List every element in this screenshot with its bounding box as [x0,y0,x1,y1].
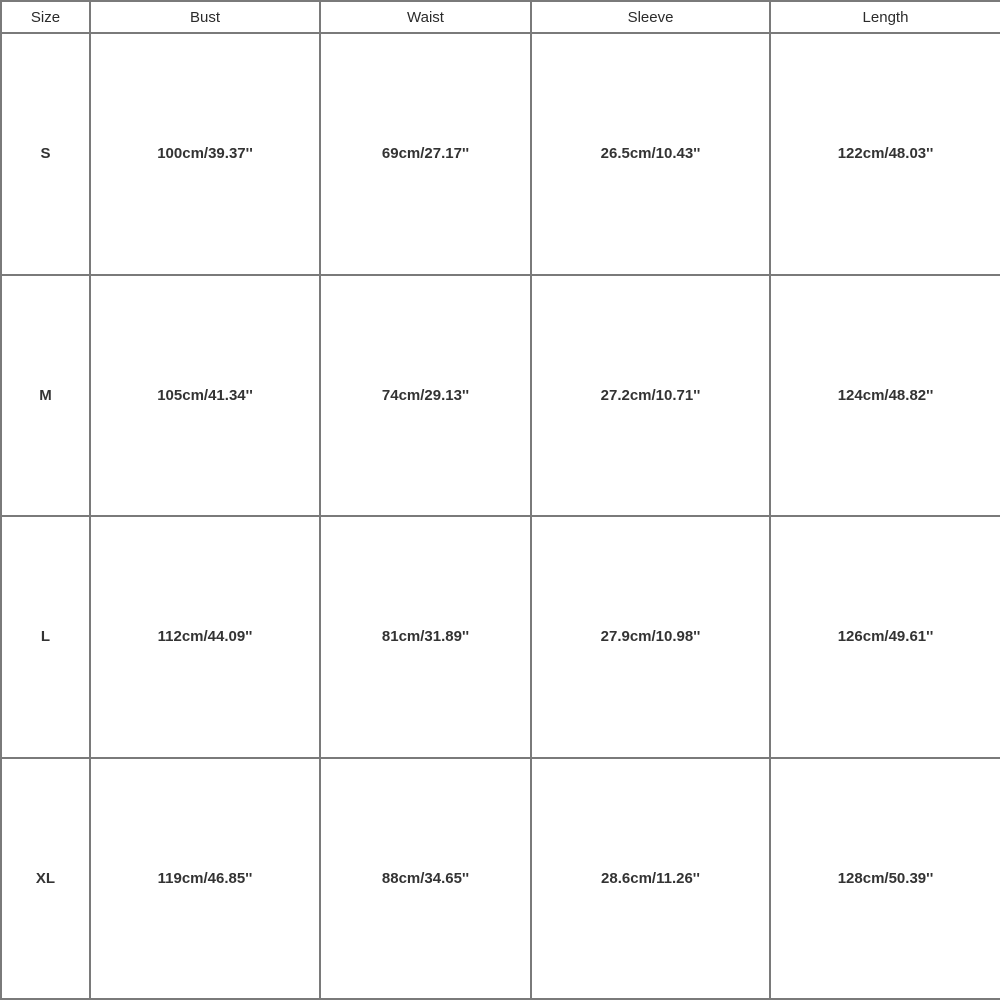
cell-waist: 69cm/27.17'' [320,33,531,275]
header-row [1,1,1000,33]
table-row [1,275,1000,517]
header-bust: Bust [90,1,320,33]
cell-waist: 74cm/29.13'' [320,275,531,517]
cell-sleeve: 28.6cm/11.26'' [531,758,770,1000]
cell-size: L [1,516,90,758]
cell-length: 122cm/48.03'' [770,33,1000,275]
header-size: Size [1,1,90,33]
cell-size: XL [1,758,90,1000]
header-sleeve: Sleeve [531,1,770,33]
cell-size: M [1,275,90,517]
cell-bust: 112cm/44.09'' [90,516,320,758]
cell-length: 124cm/48.82'' [770,275,1000,517]
cell-length: 126cm/49.61'' [770,516,1000,758]
cell-waist: 88cm/34.65'' [320,758,531,1000]
table-header [1,1,1000,33]
cell-sleeve: 27.9cm/10.98'' [531,516,770,758]
cell-sleeve: 26.5cm/10.43'' [531,33,770,275]
cell-bust: 100cm/39.37'' [90,33,320,275]
cell-sleeve: 27.2cm/10.71'' [531,275,770,517]
header-waist: Waist [320,1,531,33]
cell-waist: 81cm/31.89'' [320,516,531,758]
header-length: Length [770,1,1000,33]
cell-bust: 119cm/46.85'' [90,758,320,1000]
table-row [1,516,1000,758]
table-row [1,33,1000,275]
cell-bust: 105cm/41.34'' [90,275,320,517]
cell-size: S [1,33,90,275]
table-row [1,758,1000,1000]
cell-length: 128cm/50.39'' [770,758,1000,1000]
table-body [1,33,1000,999]
